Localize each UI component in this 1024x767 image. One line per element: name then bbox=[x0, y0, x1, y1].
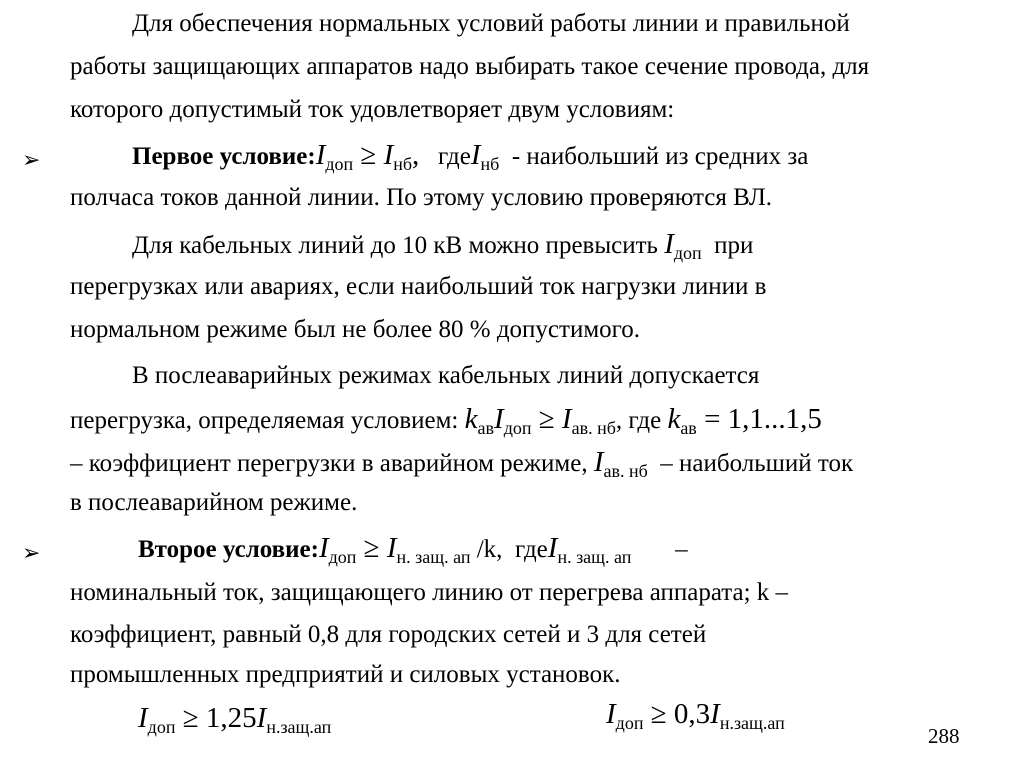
text: полчаса токов данной линии. По этому условию проверяются ВЛ. bbox=[70, 184, 773, 211]
sub-nb: нб bbox=[480, 154, 500, 174]
text: номинальный ток, защищающего линию от перегрева аппарата; k – bbox=[70, 579, 789, 606]
sym-i: I bbox=[256, 702, 267, 734]
text: - наибольший из средних за bbox=[511, 143, 809, 170]
sub-dop: доп bbox=[328, 547, 357, 567]
cond2-line-3 bbox=[70, 620, 706, 650]
sym-i: I bbox=[386, 532, 397, 564]
formula-i-dop-0-3 bbox=[606, 698, 785, 733]
sym-geq: ≥ bbox=[363, 532, 380, 564]
sub-n-zash-ap: н. защ. ап bbox=[557, 547, 632, 567]
formula-1 bbox=[138, 703, 331, 735]
cond1-line-1 bbox=[132, 140, 808, 172]
text: Для обеспечения нормальных условий работы линии и правильной bbox=[132, 10, 850, 37]
formula-k-av-range bbox=[667, 403, 822, 438]
text: Для кабельных линий до 10 кВ можно превысить bbox=[132, 232, 658, 259]
colon: : bbox=[307, 143, 316, 170]
text: которого допустимый ток удовлетворяет двум условиям: bbox=[70, 96, 675, 123]
coef: 1,25 bbox=[205, 702, 257, 734]
sym-i: I bbox=[318, 532, 329, 564]
cond2-line-4 bbox=[70, 660, 620, 690]
p3-line-3 bbox=[70, 447, 853, 479]
p2-line-1 bbox=[132, 229, 753, 261]
text: работы защищающих аппаратов надо выбирать такое сечение провода, для bbox=[70, 53, 870, 80]
formula-2 bbox=[606, 699, 785, 731]
p1-line-2 bbox=[70, 52, 869, 82]
cond2-label: Второе условие: bbox=[138, 536, 319, 563]
text: /k, bbox=[476, 536, 503, 563]
sym-i: I bbox=[315, 139, 326, 171]
sym-i: I bbox=[561, 403, 572, 435]
cond1-line-2 bbox=[70, 183, 772, 213]
sym-i: I bbox=[710, 698, 720, 730]
sym-geq: ≥ bbox=[538, 403, 555, 435]
sym-i: I bbox=[470, 139, 481, 171]
text: – наибольший ток bbox=[660, 450, 854, 477]
cond2-line-2 bbox=[70, 578, 788, 608]
formula-overload bbox=[464, 403, 616, 438]
sym-i: I bbox=[383, 139, 394, 171]
sym-k: k bbox=[464, 403, 478, 435]
sub-dop: доп bbox=[673, 243, 702, 263]
value: = 1,1...1,5 bbox=[704, 403, 822, 435]
comma: , bbox=[412, 139, 420, 171]
sym-i-av-nb bbox=[593, 446, 648, 481]
text: при bbox=[714, 232, 754, 259]
formula-i-dop-1-25 bbox=[138, 702, 332, 737]
text: коэффициент, равный 0,8 для городских сетей и 3 для сетей bbox=[70, 621, 707, 648]
sym-i: I bbox=[593, 446, 604, 478]
dash: – bbox=[675, 536, 688, 563]
p3-line-4 bbox=[70, 488, 357, 518]
sym-i-nb bbox=[470, 139, 500, 174]
sub-dop: доп bbox=[615, 713, 644, 733]
text: – коэффициент перегрузки в аварийном режиме, bbox=[70, 450, 588, 477]
sym-i-dop bbox=[664, 228, 702, 263]
coef: 0,3 bbox=[673, 698, 711, 730]
bullet-arrow-icon: ➢ bbox=[22, 541, 41, 566]
sub-nb: нб bbox=[393, 154, 413, 174]
p3-line-2 bbox=[70, 404, 822, 436]
text: нормальном режиме был не более 80 % допустимого. bbox=[70, 316, 641, 343]
sub-av-nb: ав. нб bbox=[603, 461, 648, 481]
text: , где bbox=[615, 407, 662, 434]
sym-geq: ≥ bbox=[182, 702, 199, 734]
cond2-line-1 bbox=[138, 533, 688, 565]
sub-av: ав bbox=[680, 418, 697, 438]
text: перегрузка, определяемая условием: bbox=[70, 407, 459, 434]
text: В послеаварийных режимах кабельных линий допускается bbox=[132, 362, 760, 389]
sym-geq: ≥ bbox=[650, 698, 667, 730]
sym-k: k bbox=[667, 403, 681, 435]
text: в послеаварийном режиме. bbox=[70, 489, 358, 516]
sub-dop: доп bbox=[325, 154, 354, 174]
sub-n-zash-ap: н. защ. ап bbox=[396, 547, 471, 567]
text: промышленных предприятий и силовых установок. bbox=[70, 661, 621, 688]
sym-i: I bbox=[547, 532, 558, 564]
sub-dop: доп bbox=[503, 418, 532, 438]
sym-i-n-zash-ap bbox=[547, 532, 632, 567]
sub-n-zash-ap: н.защ.ап bbox=[719, 713, 785, 733]
bullet-arrow-icon: ➢ bbox=[22, 148, 41, 173]
text-gde: где bbox=[514, 536, 548, 563]
page-number: 288 bbox=[928, 724, 960, 748]
sym-geq: ≥ bbox=[360, 139, 377, 171]
sym-i: I bbox=[606, 698, 616, 730]
cond1-label: Первое условие bbox=[132, 143, 308, 170]
formula-i-dop-geq-i-nb bbox=[315, 139, 420, 174]
p3-line-1 bbox=[132, 361, 759, 391]
formula-i-dop-geq-i-nzash bbox=[318, 532, 471, 567]
sub-av-nb: ав. нб bbox=[571, 418, 616, 438]
sub-av: ав bbox=[477, 418, 495, 438]
sub-dop: доп bbox=[147, 717, 176, 737]
text: перегрузках или авариях, если наибольший ток нагрузки линии в bbox=[70, 273, 767, 300]
sym-i: I bbox=[138, 702, 148, 734]
sym-i: I bbox=[494, 403, 504, 435]
text-gde: где bbox=[438, 143, 471, 170]
p2-line-3 bbox=[70, 315, 640, 345]
sub-n-zash-ap: н.защ.ап bbox=[266, 717, 332, 737]
p1-line-3 bbox=[70, 95, 674, 125]
p1-line-1 bbox=[132, 9, 850, 39]
sym-i: I bbox=[664, 228, 674, 260]
p2-line-2 bbox=[70, 272, 766, 302]
